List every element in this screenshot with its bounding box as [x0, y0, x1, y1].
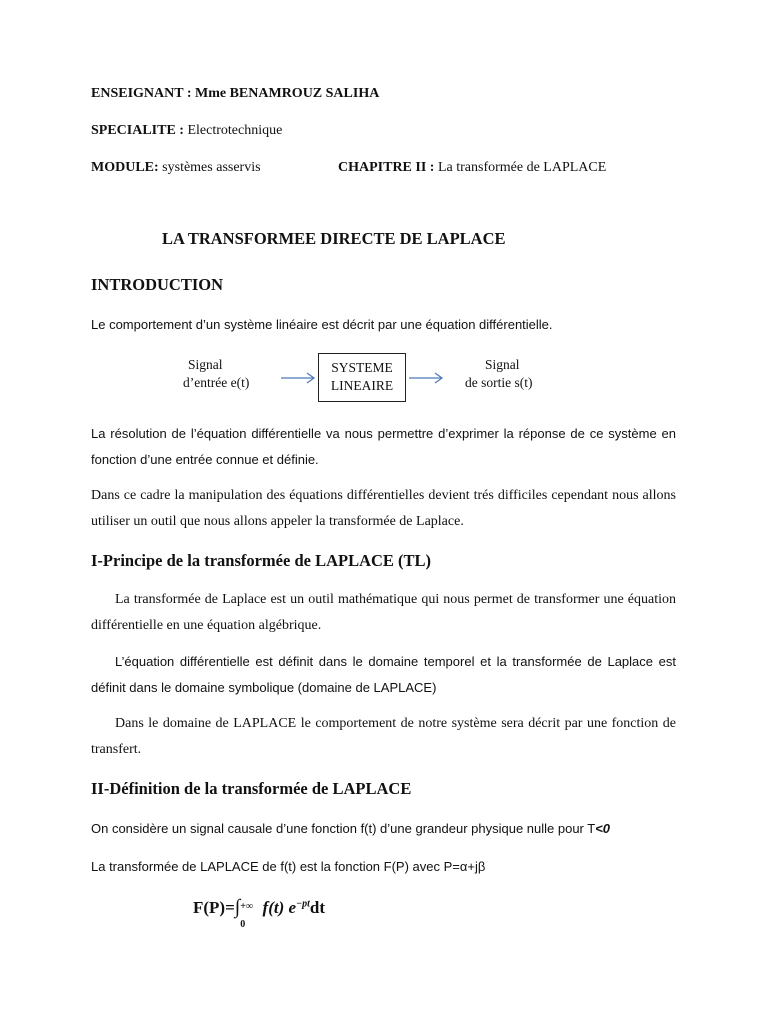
- specialty-label: SPECIALITE :: [91, 123, 184, 138]
- system-block: [318, 353, 406, 402]
- system-block-line1: SYSTEME: [331, 360, 393, 375]
- module-value: systèmes asservis: [162, 160, 261, 175]
- formula-t: (t): [268, 898, 285, 917]
- formula-dt: dt: [309, 898, 325, 917]
- input-arrow-icon: [280, 371, 316, 385]
- intro-line: Le comportement d’un système linéaire est décrit par une équation différentielle.: [91, 317, 553, 332]
- formula-upper-bound: +∞: [240, 901, 254, 912]
- paragraph-context: Dans ce cadre la manipulation des équations différentielles devient trés difficiles cependant nous allons utiliser un outil que nous allons appeler la transformée de Laplace.: [91, 488, 676, 529]
- teacher-name: Mme BENAMROUZ SALIHA: [195, 86, 380, 101]
- section1-paragraph1: La transformée de Laplace est un outil mathématique qui nous permet de transformer une équation différentielle en une équation algébrique.: [91, 592, 676, 633]
- formula-f: f: [262, 898, 269, 917]
- specialty-line: [91, 123, 282, 139]
- chapter-label: CHAPITRE II :: [338, 160, 435, 175]
- teacher-label: ENSEIGNANT :: [91, 86, 192, 101]
- formula-exponent: −pt: [296, 898, 310, 910]
- chapter-value: La transformée de LAPLACE: [437, 160, 607, 175]
- output-arrow-icon: [408, 371, 444, 385]
- chapter-line: [338, 160, 606, 176]
- section2-heading: II-Définition de la transformée de LAPLACE: [91, 779, 412, 798]
- input-signal-label: Signal: [188, 357, 223, 372]
- input-signal-name: d’entrée e(t): [183, 375, 250, 390]
- module-line: [91, 160, 261, 176]
- section1-paragraph3: Dans le domaine de LAPLACE le comportement de notre système sera décrit par une fonction de transfert.: [91, 716, 676, 757]
- teacher-line: [91, 86, 379, 102]
- section1-heading: I-Principe de la transformée de LAPLACE (TL): [91, 551, 432, 570]
- section1-paragraph2: L’équation différentielle est définit dans le domaine temporel et la transformée de Laplace est définit dans le domaine symbolique (domaine de LAPLACE): [91, 654, 676, 695]
- paragraph-resolution: La résolution de l’équation différentielle va nous permettre d’exprimer la réponse de ce système en fonction d’une entrée connue et définie.: [91, 426, 676, 467]
- integral-symbol: ∫: [234, 896, 241, 918]
- section2-line1: [91, 821, 610, 836]
- intro-heading: INTRODUCTION: [91, 275, 224, 294]
- output-signal-name: de sortie s(t): [465, 375, 533, 390]
- module-label: MODULE:: [91, 160, 159, 175]
- section2-line1-text: On considère un signal causale d’une fonction f(t) d’une grandeur physique nulle pour T: [91, 821, 596, 836]
- section2-line1-end: <0: [595, 821, 611, 836]
- output-signal-label: Signal: [485, 357, 520, 372]
- page-title: LA TRANSFORMEE DIRECTE DE LAPLACE: [162, 229, 506, 248]
- laplace-formula: [193, 896, 325, 930]
- system-block-line2: LINEAIRE: [330, 378, 394, 393]
- specialty-value: Electrotechnique: [187, 123, 283, 138]
- formula-e: e: [288, 898, 297, 917]
- formula-lower-bound: 0: [240, 919, 246, 930]
- section2-line2: La transformée de LAPLACE de f(t) est la fonction F(P) avec P=α+jβ: [91, 859, 486, 874]
- formula-lhs: F(P)=: [193, 898, 235, 917]
